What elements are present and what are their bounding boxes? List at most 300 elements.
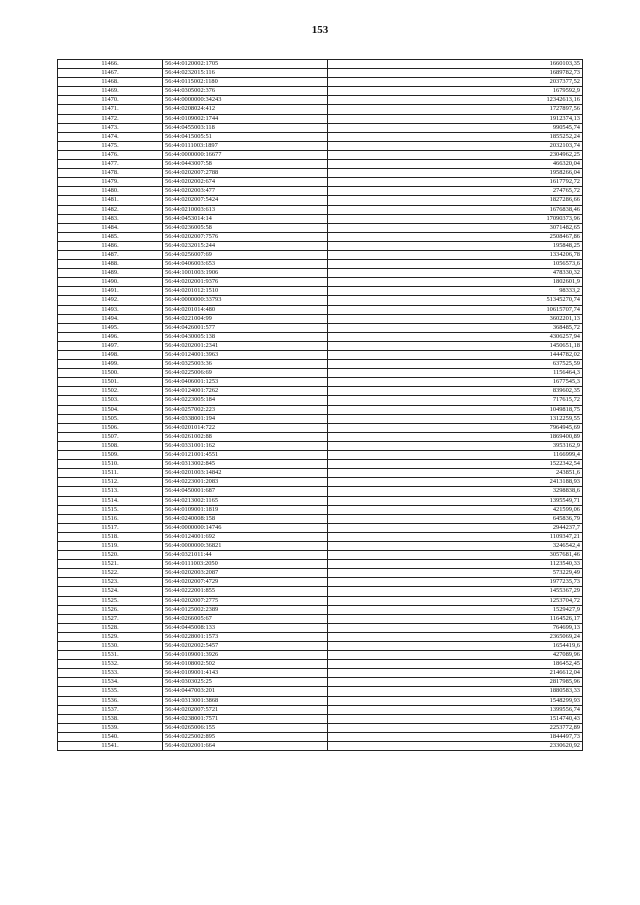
table-row <box>58 623 583 632</box>
cadastral-value-cell: 1049818,75 <box>328 405 583 414</box>
cadastral-number-cell: 56:44:0000000:16677 <box>163 150 328 159</box>
cadastral-value-cell: 3298838,6 <box>328 487 583 496</box>
row-number-cell: 11480. <box>58 187 163 196</box>
row-number-cell: 11491. <box>58 287 163 296</box>
cadastral-value-cell: 186452,45 <box>328 660 583 669</box>
row-number-cell: 11539. <box>58 723 163 732</box>
cadastral-number-cell: 56:44:0223005:184 <box>163 396 328 405</box>
row-number-cell: 11533. <box>58 669 163 678</box>
table-row <box>58 541 583 550</box>
cadastral-value-cell: 2037377,52 <box>328 78 583 87</box>
cadastral-number-cell: 56:44:0202001:664 <box>163 742 328 751</box>
row-number-cell: 11541. <box>58 742 163 751</box>
row-number-cell: 11509. <box>58 451 163 460</box>
cadastral-number-cell: 56:44:0124001:3963 <box>163 351 328 360</box>
table-row <box>58 341 583 350</box>
table-row <box>58 260 583 269</box>
row-number-cell: 11473. <box>58 123 163 132</box>
cadastral-value-cell: 1156464,3 <box>328 369 583 378</box>
cadastral-number-cell: 56:44:0232015:244 <box>163 241 328 250</box>
table-row <box>58 723 583 732</box>
cadastral-value-cell: 1514740,43 <box>328 714 583 723</box>
cadastral-number-cell: 56:44:0338001:194 <box>163 414 328 423</box>
cadastral-value-cell: 1529427,9 <box>328 605 583 614</box>
cadastral-value-cell: 1958266,04 <box>328 169 583 178</box>
cadastral-number-cell: 56:44:0202003:477 <box>163 187 328 196</box>
table-row <box>58 160 583 169</box>
cadastral-number-cell: 56:44:0325003:36 <box>163 360 328 369</box>
row-number-cell: 11471. <box>58 105 163 114</box>
row-number-cell: 11540. <box>58 732 163 741</box>
cadastral-value-cell: 1827286,66 <box>328 196 583 205</box>
table-row <box>58 423 583 432</box>
row-number-cell: 11503. <box>58 396 163 405</box>
cadastral-number-cell: 56:44:0257002:223 <box>163 405 328 414</box>
cadastral-value-cell: 1654419,6 <box>328 642 583 651</box>
table-row <box>58 278 583 287</box>
cadastral-number-cell: 56:44:0266005:67 <box>163 614 328 623</box>
cadastral-value-cell: 2304962,25 <box>328 150 583 159</box>
cadastral-value-cell: 2253772,89 <box>328 723 583 732</box>
table-row <box>58 569 583 578</box>
row-number-cell: 11466. <box>58 60 163 69</box>
cadastral-number-cell: 56:44:0406003:653 <box>163 260 328 269</box>
row-number-cell: 11538. <box>58 714 163 723</box>
cadastral-number-cell: 56:44:0111003:1897 <box>163 141 328 150</box>
cadastral-value-cell: 573229,49 <box>328 569 583 578</box>
cadastral-number-cell: 56:44:0303025:25 <box>163 678 328 687</box>
table-row <box>58 514 583 523</box>
cadastral-number-cell: 56:44:0202007:5424 <box>163 196 328 205</box>
cadastral-number-cell: 56:44:0202001:9376 <box>163 278 328 287</box>
cadastral-value-cell: 2146612,04 <box>328 669 583 678</box>
table-row <box>58 441 583 450</box>
row-number-cell: 11537. <box>58 705 163 714</box>
row-number-cell: 11478. <box>58 169 163 178</box>
cadastral-number-cell: 56:44:0208024:412 <box>163 105 328 114</box>
table-row <box>58 387 583 396</box>
cadastral-value-cell: 243851,6 <box>328 469 583 478</box>
row-number-cell: 11523. <box>58 578 163 587</box>
row-number-cell: 11508. <box>58 441 163 450</box>
table-row <box>58 651 583 660</box>
cadastral-number-cell: 56:44:0202007:2788 <box>163 169 328 178</box>
table-row <box>58 96 583 105</box>
cadastral-value-cell: 2413188,93 <box>328 478 583 487</box>
table-row <box>58 378 583 387</box>
cadastral-value-cell: 1123540,33 <box>328 560 583 569</box>
cadastral-number-cell: 56:44:0201014:480 <box>163 305 328 314</box>
cadastral-value-cell: 1253704,72 <box>328 596 583 605</box>
cadastral-number-cell: 56:44:0213002:1165 <box>163 496 328 505</box>
row-number-cell: 11502. <box>58 387 163 396</box>
cadastral-value-cell: 1312259,55 <box>328 414 583 423</box>
row-number-cell: 11492. <box>58 296 163 305</box>
row-number-cell: 11510. <box>58 460 163 469</box>
cadastral-number-cell: 56:44:0455003:118 <box>163 123 328 132</box>
cadastral-value-cell: 3602201,13 <box>328 314 583 323</box>
cadastral-value-cell: 1166999,4 <box>328 451 583 460</box>
cadastral-number-cell: 56:44:0331001:162 <box>163 441 328 450</box>
table-row <box>58 605 583 614</box>
cadastral-number-cell: 56:44:0201003:14842 <box>163 469 328 478</box>
table-row <box>58 551 583 560</box>
table-row <box>58 323 583 332</box>
cadastral-value-cell: 2330620,92 <box>328 742 583 751</box>
cadastral-value-cell: 427089,96 <box>328 651 583 660</box>
cadastral-number-cell: 56:44:0202007:2775 <box>163 596 328 605</box>
cadastral-value-cell: 1450651,18 <box>328 341 583 350</box>
cadastral-number-cell: 56:44:0202002:5457 <box>163 642 328 651</box>
table-row <box>58 205 583 214</box>
cadastral-number-cell: 56:44:0121001:4551 <box>163 451 328 460</box>
cadastral-value-cell: 3071482,65 <box>328 223 583 232</box>
table-row <box>58 469 583 478</box>
cadastral-number-cell: 56:44:0124001:692 <box>163 532 328 541</box>
cadastral-number-cell: 56:44:0000000:33793 <box>163 296 328 305</box>
table-row <box>58 669 583 678</box>
row-number-cell: 11530. <box>58 642 163 651</box>
cadastral-value-cell: 1522342,54 <box>328 460 583 469</box>
cadastral-number-cell: 56:44:0223001:2083 <box>163 478 328 487</box>
cadastral-value-cell: 1802601,9 <box>328 278 583 287</box>
cadastral-value-cell: 1880583,33 <box>328 687 583 696</box>
row-number-cell: 11468. <box>58 78 163 87</box>
row-number-cell: 11495. <box>58 323 163 332</box>
cadastral-number-cell: 56:44:0111003:2050 <box>163 560 328 569</box>
row-number-cell: 11522. <box>58 569 163 578</box>
cadastral-value-cell: 1727897,56 <box>328 105 583 114</box>
table-row <box>58 123 583 132</box>
row-number-cell: 11499. <box>58 360 163 369</box>
cadastral-value-cell: 3953162,9 <box>328 441 583 450</box>
cadastral-number-cell: 56:44:0115002:1180 <box>163 78 328 87</box>
row-number-cell: 11496. <box>58 332 163 341</box>
row-number-cell: 11494. <box>58 314 163 323</box>
row-number-cell: 11482. <box>58 205 163 214</box>
row-number-cell: 11529. <box>58 632 163 641</box>
cadastral-value-cell: 1164526,17 <box>328 614 583 623</box>
table-row <box>58 78 583 87</box>
cadastral-value-cell: 98333,2 <box>328 287 583 296</box>
cadastral-number-cell: 56:44:0443007:58 <box>163 160 328 169</box>
table-row <box>58 705 583 714</box>
row-number-cell: 11500. <box>58 369 163 378</box>
table-row <box>58 587 583 596</box>
cadastral-value-cell: 368485,72 <box>328 323 583 332</box>
row-number-cell: 11477. <box>58 160 163 169</box>
table-row <box>58 360 583 369</box>
cadastral-number-cell: 56:44:0000000:34243 <box>163 96 328 105</box>
row-number-cell: 11531. <box>58 651 163 660</box>
cadastral-number-cell: 56:44:0109001:1819 <box>163 505 328 514</box>
cadastral-number-cell: 56:44:0406001:1253 <box>163 378 328 387</box>
row-number-cell: 11535. <box>58 687 163 696</box>
table-row <box>58 460 583 469</box>
table-row <box>58 169 583 178</box>
cadastral-number-cell: 56:44:0453014:14 <box>163 214 328 223</box>
cadastral-number-cell: 56:44:0125002:2389 <box>163 605 328 614</box>
row-number-cell: 11534. <box>58 678 163 687</box>
table-row <box>58 178 583 187</box>
page-number: 153 <box>311 24 329 36</box>
cadastral-number-cell: 56:44:0225002:895 <box>163 732 328 741</box>
cadastral-value-cell: 3246542,4 <box>328 541 583 550</box>
row-number-cell: 11514. <box>58 496 163 505</box>
table-row <box>58 578 583 587</box>
cadastral-number-cell: 56:44:0313001:3868 <box>163 696 328 705</box>
cadastral-value-cell: 10615707,74 <box>328 305 583 314</box>
table-row <box>58 196 583 205</box>
row-number-cell: 11488. <box>58 260 163 269</box>
cadastral-value-cell: 1677545,3 <box>328 378 583 387</box>
table-row <box>58 660 583 669</box>
row-number-cell: 11472. <box>58 114 163 123</box>
cadastral-number-cell: 56:44:0210003:613 <box>163 205 328 214</box>
cadastral-value-cell: 12342613,16 <box>328 96 583 105</box>
table-row <box>58 596 583 605</box>
table-row <box>58 405 583 414</box>
row-number-cell: 11486. <box>58 241 163 250</box>
row-number-cell: 11487. <box>58 250 163 259</box>
table-row <box>58 687 583 696</box>
cadastral-number-cell: 56:44:0225006:69 <box>163 369 328 378</box>
cadastral-number-cell: 56:44:0109001:4143 <box>163 669 328 678</box>
table-row <box>58 614 583 623</box>
row-number-cell: 11501. <box>58 378 163 387</box>
table-row <box>58 742 583 751</box>
row-number-cell: 11505. <box>58 414 163 423</box>
cadastral-value-cell: 1869400,89 <box>328 432 583 441</box>
cadastral-value-cell: 466320,04 <box>328 160 583 169</box>
row-number-cell: 11521. <box>58 560 163 569</box>
cadastral-number-cell: 56:44:0415005:51 <box>163 132 328 141</box>
cadastral-number-cell: 56:44:0201012:1510 <box>163 287 328 296</box>
row-number-cell: 11526. <box>58 605 163 614</box>
cadastral-value-cell: 2365069,24 <box>328 632 583 641</box>
cadastral-value-cell: 839602,35 <box>328 387 583 396</box>
cadastral-number-cell: 56:44:0201014:722 <box>163 423 328 432</box>
table-row <box>58 60 583 69</box>
cadastral-value-cell: 1977235,73 <box>328 578 583 587</box>
cadastral-value-cell: 1548299,93 <box>328 696 583 705</box>
table-row <box>58 105 583 114</box>
row-number-cell: 11524. <box>58 587 163 596</box>
cadastral-value-cell: 274765,72 <box>328 187 583 196</box>
row-number-cell: 11527. <box>58 614 163 623</box>
cadastral-value-cell: 1844497,73 <box>328 732 583 741</box>
table-row <box>58 523 583 532</box>
cadastral-number-cell: 56:44:0202003:2087 <box>163 569 328 578</box>
table-row <box>58 714 583 723</box>
row-number-cell: 11497. <box>58 341 163 350</box>
cadastral-value-cell: 7964945,69 <box>328 423 583 432</box>
cadastral-value-cell: 1689782,73 <box>328 69 583 78</box>
cadastral-number-cell: 56:44:0445008:133 <box>163 623 328 632</box>
table-body <box>58 60 583 751</box>
cadastral-value-cell: 1056573,6 <box>328 260 583 269</box>
table-row <box>58 114 583 123</box>
cadastral-value-cell: 1395549,71 <box>328 496 583 505</box>
table-row <box>58 532 583 541</box>
cadastral-value-cell: 2032103,74 <box>328 141 583 150</box>
cadastral-number-cell: 56:44:0109001:3926 <box>163 651 328 660</box>
cadastral-value-cell: 1617792,72 <box>328 178 583 187</box>
cadastral-value-cell: 637525,59 <box>328 360 583 369</box>
table-row <box>58 632 583 641</box>
cadastral-value-cell: 421599,06 <box>328 505 583 514</box>
cadastral-number-cell: 56:44:0447003:201 <box>163 687 328 696</box>
row-number-cell: 11515. <box>58 505 163 514</box>
table-row <box>58 505 583 514</box>
cadastral-number-cell: 56:44:0240008:158 <box>163 514 328 523</box>
cadastral-value-cell: 478330,32 <box>328 269 583 278</box>
row-number-cell: 11483. <box>58 214 163 223</box>
cadastral-number-cell: 56:44:0265006:155 <box>163 723 328 732</box>
cadastral-number-cell: 56:44:0430005:138 <box>163 332 328 341</box>
cadastral-number-cell: 56:44:0426001:577 <box>163 323 328 332</box>
row-number-cell: 11479. <box>58 178 163 187</box>
cadastral-number-cell: 56:44:0202001:2341 <box>163 341 328 350</box>
table-row <box>58 287 583 296</box>
table-row <box>58 314 583 323</box>
cadastral-number-cell: 56:44:1001003:1906 <box>163 269 328 278</box>
row-number-cell: 11490. <box>58 278 163 287</box>
cadastral-number-cell: 56:44:0236005:58 <box>163 223 328 232</box>
cadastral-value-cell: 17090373,96 <box>328 214 583 223</box>
cadastral-value-cell: 195848,25 <box>328 241 583 250</box>
cadastral-number-cell: 56:44:0305002:376 <box>163 87 328 96</box>
row-number-cell: 11532. <box>58 660 163 669</box>
table-row <box>58 678 583 687</box>
row-number-cell: 11518. <box>58 532 163 541</box>
row-number-cell: 11498. <box>58 351 163 360</box>
table-row <box>58 496 583 505</box>
cadastral-value-cell: 645836,79 <box>328 514 583 523</box>
table-row <box>58 141 583 150</box>
cadastral-value-cell: 1455367,29 <box>328 587 583 596</box>
table-row <box>58 351 583 360</box>
cadastral-number-cell: 56:44:0221004:99 <box>163 314 328 323</box>
cadastral-value-cell: 51345270,74 <box>328 296 583 305</box>
table-row <box>58 150 583 159</box>
row-number-cell: 11517. <box>58 523 163 532</box>
cadastral-value-cell: 1676838,46 <box>328 205 583 214</box>
cadastral-value-cell: 2508467,86 <box>328 232 583 241</box>
table-row <box>58 732 583 741</box>
cadastral-value-cell: 2817985,96 <box>328 678 583 687</box>
table-row <box>58 332 583 341</box>
cadastral-value-table <box>57 59 583 751</box>
cadastral-number-cell: 56:44:0238001:7571 <box>163 714 328 723</box>
row-number-cell: 11506. <box>58 423 163 432</box>
row-number-cell: 11493. <box>58 305 163 314</box>
row-number-cell: 11475. <box>58 141 163 150</box>
table-row <box>58 223 583 232</box>
cadastral-number-cell: 56:44:0000000:14746 <box>163 523 328 532</box>
row-number-cell: 11512. <box>58 478 163 487</box>
row-number-cell: 11525. <box>58 596 163 605</box>
row-number-cell: 11469. <box>58 87 163 96</box>
row-number-cell: 11536. <box>58 696 163 705</box>
row-number-cell: 11519. <box>58 541 163 550</box>
cadastral-number-cell: 56:44:0124001:7262 <box>163 387 328 396</box>
cadastral-value-cell: 1855252,24 <box>328 132 583 141</box>
cadastral-number-cell: 56:44:0313002:845 <box>163 460 328 469</box>
table-row <box>58 451 583 460</box>
row-number-cell: 11520. <box>58 551 163 560</box>
table-row <box>58 269 583 278</box>
cadastral-value-cell: 1679592,9 <box>328 87 583 96</box>
row-number-cell: 11484. <box>58 223 163 232</box>
cadastral-number-cell: 56:44:0202007:4729 <box>163 578 328 587</box>
cadastral-value-cell: 990545,74 <box>328 123 583 132</box>
table-row <box>58 214 583 223</box>
cadastral-value-cell: 1399556,74 <box>328 705 583 714</box>
table-row <box>58 414 583 423</box>
cadastral-value-cell: 1334206,78 <box>328 250 583 259</box>
row-number-cell: 11476. <box>58 150 163 159</box>
row-number-cell: 11528. <box>58 623 163 632</box>
cadastral-value-cell: 2944237,7 <box>328 523 583 532</box>
cadastral-value-cell: 717615,72 <box>328 396 583 405</box>
table-row <box>58 250 583 259</box>
cadastral-number-cell: 56:44:0202007:5721 <box>163 705 328 714</box>
table-row <box>58 696 583 705</box>
table-row <box>58 87 583 96</box>
row-number-cell: 11513. <box>58 487 163 496</box>
row-number-cell: 11481. <box>58 196 163 205</box>
row-number-cell: 11516. <box>58 514 163 523</box>
table-row <box>58 432 583 441</box>
cadastral-number-cell: 56:44:0222001:855 <box>163 587 328 596</box>
table-row <box>58 487 583 496</box>
cadastral-number-cell: 56:44:0228001:1573 <box>163 632 328 641</box>
table-row <box>58 560 583 569</box>
cadastral-number-cell: 56:44:0321011:44 <box>163 551 328 560</box>
table-row <box>58 69 583 78</box>
cadastral-number-cell: 56:44:0232015:116 <box>163 69 328 78</box>
cadastral-value-cell: 4306257,94 <box>328 332 583 341</box>
cadastral-number-cell: 56:44:0120002:1705 <box>163 60 328 69</box>
row-number-cell: 11467. <box>58 69 163 78</box>
cadastral-number-cell: 56:44:0450001:687 <box>163 487 328 496</box>
cadastral-value-cell: 1444782,02 <box>328 351 583 360</box>
cadastral-number-cell: 56:44:0256007:69 <box>163 250 328 259</box>
row-number-cell: 11485. <box>58 232 163 241</box>
cadastral-number-cell: 56:44:0261002:88 <box>163 432 328 441</box>
table-row <box>58 642 583 651</box>
row-number-cell: 11474. <box>58 132 163 141</box>
row-number-cell: 11470. <box>58 96 163 105</box>
table-row <box>58 232 583 241</box>
row-number-cell: 11511. <box>58 469 163 478</box>
table-row <box>58 478 583 487</box>
table-row <box>58 369 583 378</box>
cadastral-number-cell: 56:44:0202002:674 <box>163 178 328 187</box>
table-row <box>58 241 583 250</box>
row-number-cell: 11504. <box>58 405 163 414</box>
cadastral-number-cell: 56:44:0000000:36821 <box>163 541 328 550</box>
cadastral-value-cell: 1109347,21 <box>328 532 583 541</box>
cadastral-value-cell: 3057681,46 <box>328 551 583 560</box>
table-row <box>58 305 583 314</box>
table-row <box>58 296 583 305</box>
cadastral-value-cell: 1660103,35 <box>328 60 583 69</box>
cadastral-number-cell: 56:44:0109002:1744 <box>163 114 328 123</box>
row-number-cell: 11507. <box>58 432 163 441</box>
cadastral-number-cell: 56:44:0108002:502 <box>163 660 328 669</box>
